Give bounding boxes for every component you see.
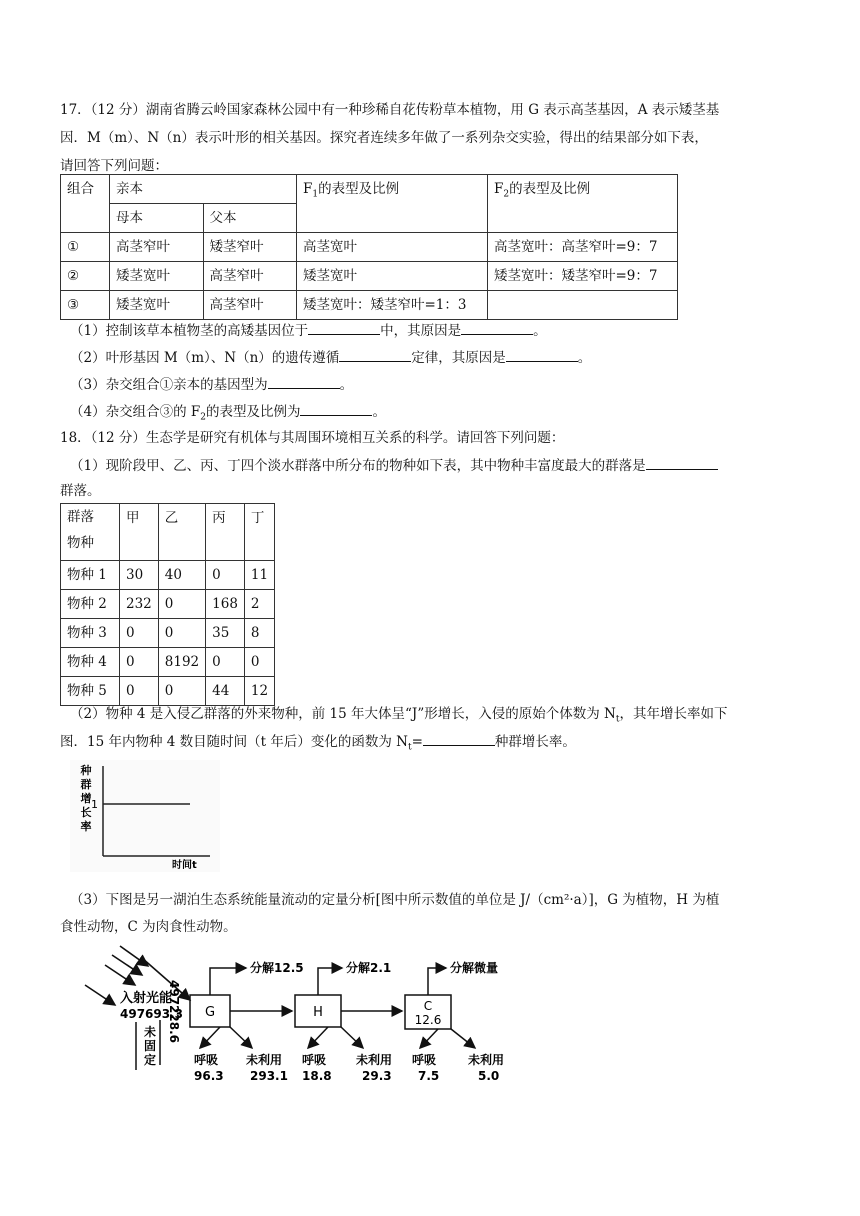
growth-rate-graph	[70, 760, 220, 872]
table-row	[61, 648, 275, 677]
cell-f1: 矮茎宽叶	[297, 262, 488, 291]
table-row	[61, 291, 678, 320]
cell-value: 0	[120, 648, 159, 677]
answer-blank[interactable]	[506, 347, 578, 362]
cell-father: 高茎窄叶	[203, 262, 297, 291]
table-row	[61, 619, 275, 648]
arrow-h-decompose	[318, 968, 342, 995]
header-group: 组合	[61, 175, 110, 233]
arrow-g-decompose	[210, 968, 246, 995]
c-unused-value: 5.0	[478, 1069, 500, 1083]
q17-intro-line3: 请回答下列问题：	[60, 158, 168, 174]
answer-blank[interactable]	[339, 347, 411, 362]
h-resp-label: 呼吸	[302, 1053, 327, 1067]
incident-light-value: 497693.3	[120, 1007, 184, 1021]
cell-f1: 高茎宽叶	[297, 233, 488, 262]
table-row	[61, 590, 275, 619]
row-name: 物种 4	[61, 648, 120, 677]
header-community-species: 群落 物种	[61, 504, 120, 561]
cell-value: 0	[206, 561, 245, 590]
cell-value: 8	[244, 619, 274, 648]
q18-sub3-line2: 食性动物，C 为肉食性动物。	[60, 919, 237, 935]
cell-value: 0	[206, 648, 245, 677]
header-f1: $F_1$的表型及比例	[297, 175, 488, 233]
box-g-label: G	[204, 1005, 216, 1020]
h-resp-value: 18.8	[302, 1069, 332, 1083]
q18-sub2-line1: （2）物种 4 是入侵乙群落的外来物种，前 15 年大体呈“J”形增长，入侵的原始个体数为 $N_t$，其年增长率如下	[70, 706, 728, 725]
q17-intro-line2: 因．M（m）、N（n）表示叶形的相关基因。探究者连续多年做了一系列杂交实验，得出的结果部分如下表，	[60, 130, 708, 146]
x-axis-label: 时间t	[172, 860, 197, 871]
light-arrow	[85, 985, 115, 1005]
q18-sub2-line2: 图．15 年内物种 4 数目随时间（t 年后）变化的函数为 $N_t=$ 种群增长率。	[60, 731, 790, 758]
cell-value: 0	[244, 648, 274, 677]
g-unused-value: 293.1	[250, 1069, 288, 1083]
q17-sub2: （2）叶形基因 M（m）、N（n）的遗传遵循 定律，其原因是 。	[70, 347, 800, 368]
cell-mother: 矮茎宽叶	[110, 291, 204, 320]
graph-background	[70, 760, 220, 872]
cell-value: 0	[158, 677, 205, 706]
arrow-g-resp	[200, 1027, 220, 1048]
cell-id: ②	[61, 262, 110, 291]
row-name: 物种 5	[61, 677, 120, 706]
answer-blank[interactable]	[423, 731, 495, 746]
g-resp-value: 96.3	[194, 1069, 224, 1083]
q18-sub3-line1: （3）下图是另一湖泊生态系统能量流动的定量分析[图中所示数值的单位是 J/（cm²·a）]，G 为植物，H 为植	[70, 892, 720, 908]
unfixed-value: 497228.6	[167, 980, 181, 1044]
arrow-c-unused	[451, 1029, 475, 1048]
cell-f2	[488, 291, 678, 320]
unfixed-label-char: 未	[144, 1025, 157, 1039]
cell-value: 168	[206, 590, 245, 619]
q17-sub4: （4）杂交组合③的 $F_2$的表型及比例为 。	[70, 401, 800, 428]
c-decompose-label: 分解微量	[450, 961, 499, 975]
arrow-c-decompose	[428, 968, 446, 995]
table-row	[61, 561, 275, 590]
cell-value: 8192	[158, 648, 205, 677]
cell-value: 0	[120, 677, 159, 706]
unfixed-label-char: 定	[144, 1053, 157, 1067]
arrow-h-resp	[308, 1027, 328, 1048]
table-row	[61, 233, 678, 262]
q18-sub1-line2: 群落。	[60, 483, 101, 499]
y-tick-label: 1	[91, 798, 98, 811]
cell-id: ①	[61, 233, 110, 262]
answer-blank[interactable]	[268, 374, 340, 389]
arrow-c-resp	[420, 1029, 438, 1048]
y-label-char-1: 种	[80, 764, 92, 777]
table-row	[61, 262, 678, 291]
cell-id: ③	[61, 291, 110, 320]
g-unused-label: 未利用	[246, 1053, 283, 1067]
cell-father: 高茎窄叶	[203, 291, 297, 320]
unfixed-label	[144, 1024, 156, 1067]
h-unused-label: 未利用	[356, 1053, 393, 1067]
col-header: 丙	[206, 504, 245, 561]
col-header: 丁	[244, 504, 274, 561]
cell-value: 30	[120, 561, 159, 590]
cell-value: 0	[158, 590, 205, 619]
q17-sub1: （1）控制该草本植物茎的高矮基因位于 中，其原因是 。	[70, 320, 800, 341]
cell-value: 0	[120, 619, 159, 648]
g-resp-label: 呼吸	[194, 1053, 219, 1067]
answer-blank[interactable]	[308, 320, 380, 335]
g-decompose-label: 分解12.5	[250, 961, 304, 975]
cell-value: 2	[244, 590, 274, 619]
cell-value: 35	[206, 619, 245, 648]
y-label-char-2: 群	[80, 778, 92, 791]
c-resp-value: 7.5	[418, 1069, 440, 1083]
cell-f2: 矮茎宽叶：矮茎窄叶=9：7	[488, 262, 678, 291]
col-header: 甲	[120, 504, 159, 561]
cell-value: 232	[120, 590, 159, 619]
unfixed-label-char: 固	[144, 1039, 157, 1053]
h-decompose-label: 分解2.1	[346, 961, 392, 975]
table-row	[61, 677, 275, 706]
q17-intro	[60, 96, 800, 180]
cell-value: 40	[158, 561, 205, 590]
header-f2: $F_2$的表型及比例	[488, 175, 678, 233]
incident-light-label: 入射光能	[120, 991, 173, 1006]
energy-flow-diagram	[80, 940, 540, 1090]
q18-community-table	[60, 503, 275, 706]
y-label-char-3: 增	[80, 792, 92, 805]
q18-intro: 18．（12 分）生态学是研究有机体与其周围环境相互关系的科学。请回答下列问题：	[60, 430, 565, 446]
c-unused-label: 未利用	[468, 1053, 505, 1067]
col-header: 乙	[158, 504, 205, 561]
row-name: 物种 1	[61, 561, 120, 590]
header-parent: 亲本	[110, 175, 297, 204]
box-c-label: C	[423, 999, 433, 1013]
q17-sub3: （3）杂交组合①亲本的基因型为 。	[70, 374, 800, 395]
header-father: 父本	[203, 204, 297, 233]
box-c-value: 12.6	[414, 1013, 442, 1027]
y-label-char-5: 率	[80, 820, 92, 833]
row-name: 物种 2	[61, 590, 120, 619]
q17-intro-line1: 17．（12 分）湖南省腾云岭国家森林公园中有一种珍稀自花传粉草本植物，用 G 表示高茎基因，A 表示矮茎基	[60, 102, 720, 118]
cell-mother: 矮茎宽叶	[110, 262, 204, 291]
arrow-h-unused	[341, 1027, 363, 1048]
answer-blank[interactable]	[300, 401, 372, 416]
cell-value: 12	[244, 677, 274, 706]
h-unused-value: 29.3	[362, 1069, 392, 1083]
cell-value: 0	[158, 619, 205, 648]
y-axis-label	[80, 763, 92, 833]
answer-blank[interactable]	[646, 455, 718, 470]
q18-sub1-line1: （1）现阶段甲、乙、丙、丁四个淡水群落中所分布的物种如下表，其中物种丰富度最大的群落是	[70, 455, 800, 476]
y-label-char-4: 长	[80, 806, 92, 819]
c-resp-label: 呼吸	[412, 1053, 437, 1067]
cell-f1: 矮茎宽叶：矮茎窄叶=1：3	[297, 291, 488, 320]
q17-cross-table	[60, 174, 678, 320]
cell-father: 矮茎窄叶	[203, 233, 297, 262]
box-h-label: H	[313, 1005, 323, 1020]
arrow-g-unused	[230, 1027, 252, 1048]
cell-mother: 高茎窄叶	[110, 233, 204, 262]
answer-blank[interactable]	[461, 320, 533, 335]
cell-value: 11	[244, 561, 274, 590]
cell-f2: 高茎宽叶：高茎窄叶=9：7	[488, 233, 678, 262]
cell-value: 44	[206, 677, 245, 706]
header-mother: 母本	[110, 204, 204, 233]
row-name: 物种 3	[61, 619, 120, 648]
